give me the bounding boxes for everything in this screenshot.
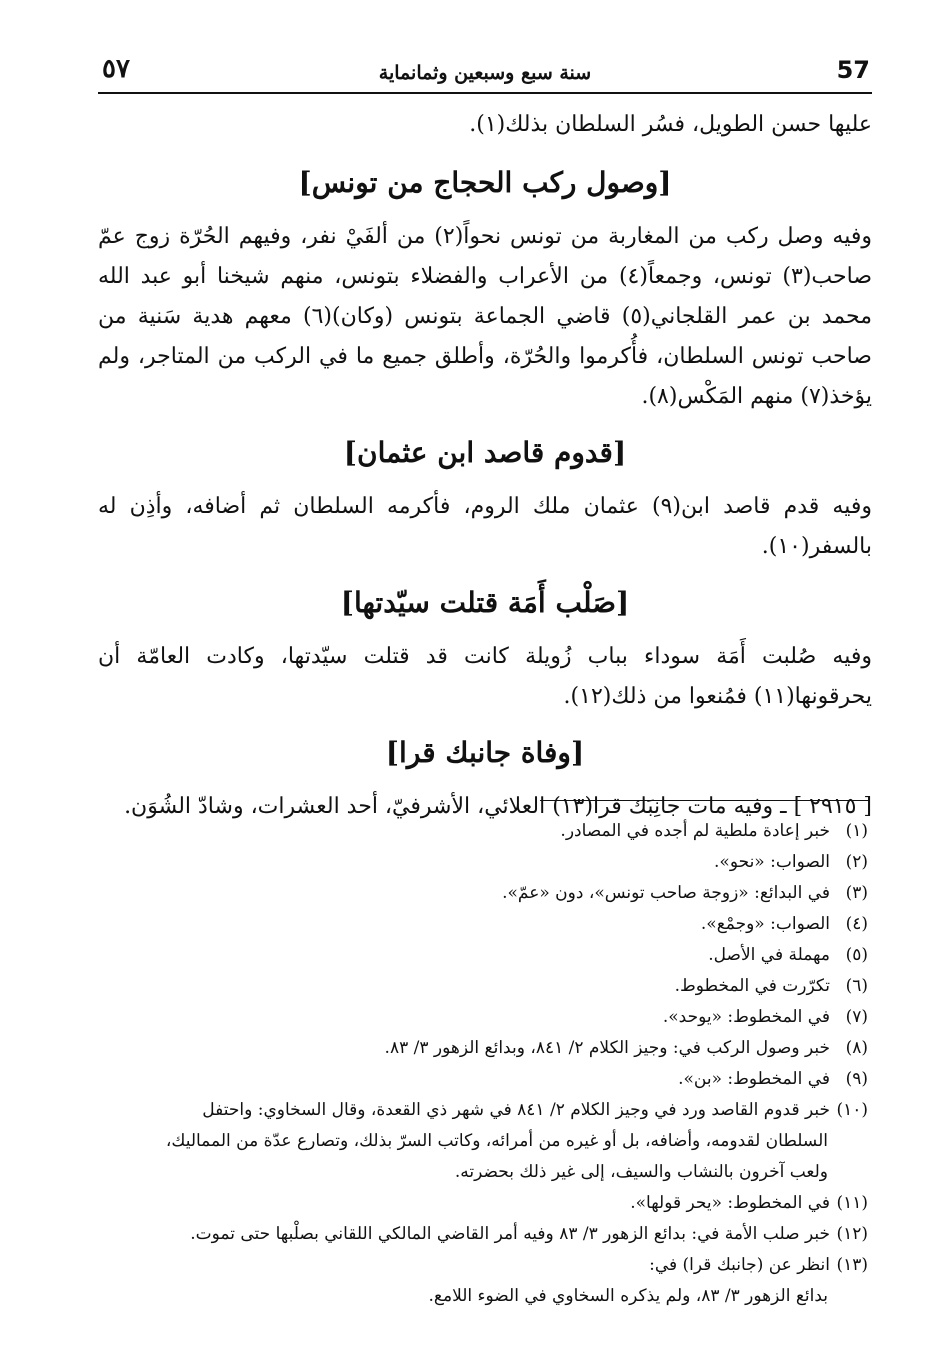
section-title-death: [وفاة جانبك قرا] (385, 736, 585, 769)
running-title: سنة سبع وسبعين وثمانماية (378, 62, 592, 84)
footnote (98, 1219, 868, 1250)
footnote-continuation: السلطان لقدومه، وأضافه، بل أو غيره من أمرائه، وكاتب السرّ بذلك، وتصارع عدّة من المماليك، (165, 1131, 828, 1151)
footnotes (98, 816, 868, 1312)
footnote-number: (١٠) (836, 1100, 868, 1120)
section-text-envoy: وفيه قدم قاصد ابن(٩) عثمان ملك الروم، فأكرمه السلطان ثم أضافه، وأذِن له بالسفر(١٠). (98, 494, 872, 559)
main-text (98, 105, 872, 827)
footnote-number: (٥) (845, 945, 868, 965)
page-header (98, 52, 872, 94)
footnote-number: (٦) (845, 976, 868, 996)
footnote-text: الصواب: «نحو». (714, 852, 830, 872)
footnote-number: (٣) (845, 883, 868, 903)
footnote-text: خبر وصول الركب في: وجيز الكلام ٢/ ٨٤١، وبدائع الزهور ٣/ ٨٣. (384, 1038, 830, 1058)
footnote-continuation: بدائع الزهور ٣/ ٨٣، ولم يذكره السخاوي في الضوء اللامع. (428, 1286, 828, 1306)
footnote (98, 1033, 868, 1064)
footnote (98, 816, 868, 847)
footnote-number: (٢) (845, 852, 868, 872)
footnote (98, 878, 868, 909)
footnote-continuation: ولعب آخرون بالنشاب والسيف، إلى غير ذلك بحضرته. (454, 1162, 828, 1182)
footnote-text: مهملة في الأصل. (708, 945, 830, 965)
footnote-text: انظر عن (جانبك قرا) في: (649, 1255, 830, 1275)
section-text-crucifixion: وفيه صُلبت أَمَة سوداء بباب زُويلة كانت قد قتلت سيّدتها، وكادت العامّة أن يحرقونها(١١) فمُنعوا من ذلك(١٢). (98, 644, 872, 709)
opening-paragraph: عليها حسن الطويل، فسُر السلطان بذلك(١). (469, 112, 872, 137)
footnote (98, 1188, 868, 1219)
footnote-number: (٨) (845, 1038, 868, 1058)
footnote-number: (٧) (845, 1007, 868, 1027)
footnote-text: تكرّرت في المخطوط. (674, 976, 830, 996)
page-number-arabic: ٥٧ (102, 54, 130, 84)
footnote (98, 1064, 868, 1095)
page-number-latin: 57 (836, 56, 870, 84)
footnote (98, 971, 868, 1002)
footnote-number: (١٣) (836, 1255, 868, 1275)
footnote-number: (١١) (836, 1193, 868, 1213)
footnote-text: الصواب: «وجمْع». (700, 914, 830, 934)
footnote-text: خبر قدوم القاصد ورد في وجيز الكلام ٢/ ٨٤١ في شهر ذي القعدة، وقال السخاوي: واحتفل (202, 1100, 830, 1120)
section-title-envoy: [قدوم قاصد ابن عثمان] (343, 436, 627, 469)
footnote-text: في البدائع: «زوجة صاحب تونس»، دون «عمّ». (502, 883, 830, 903)
footnote (98, 909, 868, 940)
footnote-number: (١٢) (836, 1224, 868, 1244)
section-title-crucifixion: [صَلْب أَمَة قتلت سيّدتها] (340, 586, 630, 619)
section-text-death: [ ٢٩١٥ ] ـ وفيه مات جانِبَك قرا(١٣) العلائي، الأشرفيّ، أحد العشرات، وشادّ الشُوَن. (124, 794, 872, 819)
footnote-text: في المخطوط: «يحر قولها». (630, 1193, 830, 1213)
footnote (98, 847, 868, 878)
footnote-text: في المخطوط: «يوحد». (662, 1007, 830, 1027)
footnote-text: خبر إعادة ملطية لم أجده في المصادر. (560, 821, 830, 841)
footnote-number: (٩) (845, 1069, 868, 1089)
footnote (98, 1095, 868, 1126)
section-title-pilgrims: [وصول ركب الحجاج من تونس] (298, 166, 672, 199)
footnote-separator (540, 800, 870, 801)
section-text-pilgrims: وفيه وصل ركب من المغاربة من تونس نحواً(٢) من ألفَيْ نفر، وفيهم الحُرّة زوج عمّ صاحب(٣) تونس، وجمعاً(٤) من الأعراب والفضلاء بتونس، منهم شيخنا أبو عبد الله محمد بن عمر القلجاني(٥) قاضي الجماعة بتونس (وكان)(٦) معهم هدية سَنية من صاحب تونس السلطان، فأُكرموا والحُرّة، وأطلق جميع ما في الركب من المتاجر، ولم يؤخذ(٧) منهم المَكْس(٨). (98, 224, 872, 409)
footnote-text: خبر صلب الأمة في: بدائع الزهور ٣/ ٨٣ وفيه أمر القاضي المالكي اللقاني بصلْبها حتى تموت. (190, 1224, 830, 1244)
footnote (98, 1250, 868, 1281)
footnote-number: (٤) (845, 914, 868, 934)
footnote-number: (١) (845, 821, 868, 841)
footnote (98, 1002, 868, 1033)
footnote-text: في المخطوط: «بن». (678, 1069, 830, 1089)
footnote (98, 940, 868, 971)
